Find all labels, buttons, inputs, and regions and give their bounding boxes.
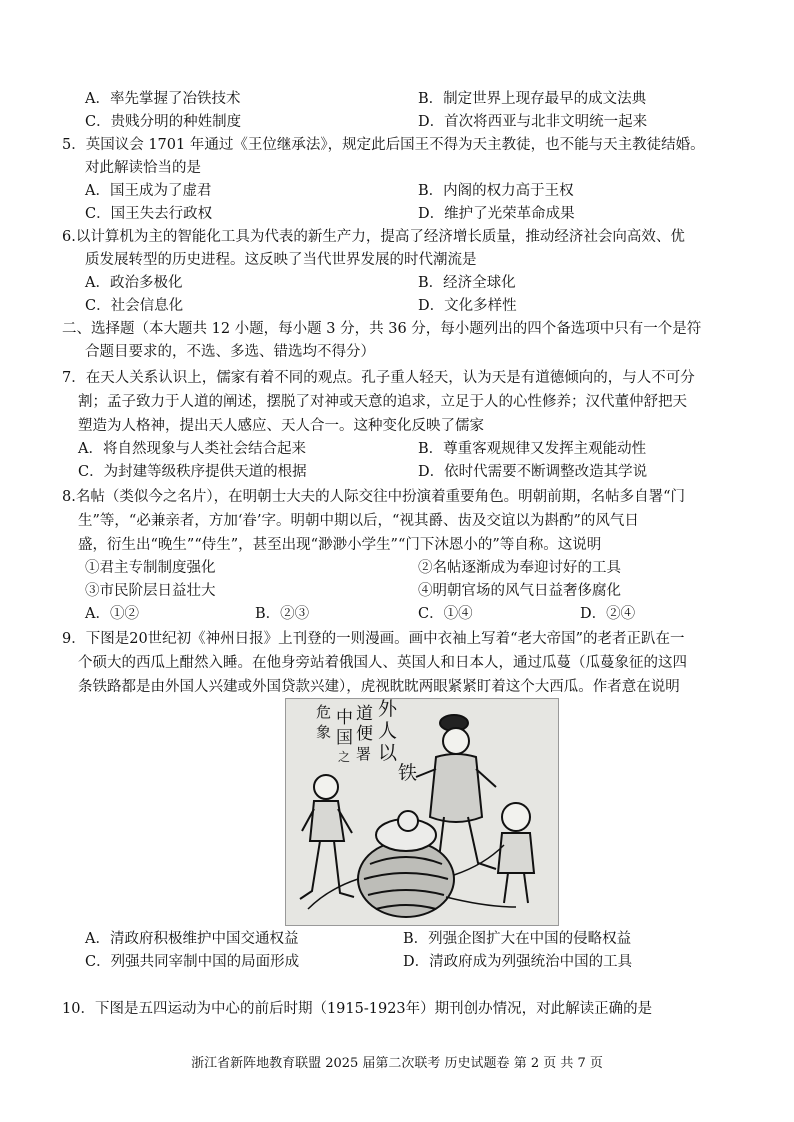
q8-option-c: C．①④ — [418, 606, 473, 622]
q4-option-a: A．率先掌握了冶铁技术 — [85, 91, 241, 107]
q4-option-b: B．制定世界上现存最早的成文法典 — [418, 91, 647, 107]
q5-stem-line1: 5．英国议会 1701 年通过《王位继承法》，规定此后国王不得为天主教徒，也不能与天主教徒结婚。 — [62, 137, 705, 153]
q5-option-d: D．维护了光荣革命成果 — [418, 206, 575, 222]
q6-stem-line1: 6.以计算机为主的智能化工具为代表的新生产力，提高了经济增长质量，推动经济社会向高效、优 — [62, 229, 685, 245]
q6-option-d: D．文化多样性 — [418, 298, 517, 314]
q8-stem-line2: 生”等，“必兼亲者，方加‘眷’字。明朝中期以后，“视其爵、齿及交谊以为斟酌”的风气日 — [78, 513, 639, 529]
q9-option-a: A．清政府积极维护中国交通权益 — [85, 931, 299, 947]
q6-option-c: C．社会信息化 — [85, 298, 184, 314]
cartoon-caption-char: 署 — [356, 745, 372, 763]
q5-stem-line2: 对此解读恰当的是 — [85, 160, 201, 176]
q8-statement-1: ①君主专制制度强化 — [85, 560, 216, 576]
q7-option-a: A．将自然现象与人类社会结合起来 — [78, 441, 306, 457]
q8-statement-2: ②名帖逐渐成为奉迎讨好的工具 — [418, 560, 621, 576]
section2-heading-line1: 二、选择题（本大题共 12 小题，每小题 3 分，共 36 分，每小题列出的四个备选项中只有一个是符 — [62, 321, 702, 337]
cartoon-caption-char: 人 — [378, 720, 398, 742]
cartoon-caption-char: 道 — [356, 704, 373, 724]
q6-stem-line2: 质发展转型的历史进程。这反映了当代世界发展的时代潮流是 — [85, 252, 477, 268]
q9-stem-line2: 个硕大的西瓜上酣然入睡。在他身旁站着俄国人、英国人和日本人，通过瓜蔓（瓜蔓象征的这四 — [78, 655, 687, 671]
q8-stem-line3: 盛，衍生出“晚生”“侍生”，甚至出现“渺渺小学生”“门下沐恩小的”等自称。这说明 — [78, 537, 602, 553]
q8-statement-3: ③市民阶层日益壮大 — [85, 583, 216, 599]
q7-stem-line2: 割；孟子致力于人道的阐述，摆脱了对神或天意的追求，立足于人的心性修养；汉代董仲舒把天 — [78, 394, 687, 410]
q9-stem-line1: 9．下图是20世纪初《神州日报》上刊登的一则漫画。画中衣袖上写着“老大帝国”的老者正趴在一 — [62, 631, 685, 647]
political-cartoon-image — [285, 698, 559, 926]
q7-option-d: D．依时代需要不断调整改造其学说 — [418, 464, 648, 480]
q9-stem-line3: 条铁路都是由外国人兴建或外国贷款兴建），虎视眈眈两眼紧紧盯着这个大西瓜。作者意在说明 — [78, 679, 680, 695]
cartoon-drawing — [286, 699, 558, 925]
page-footer: 浙江省新阵地教育联盟 2025 届第二次联考 历史试题卷 第 2 页 共 7 页 — [191, 1056, 603, 1071]
cartoon-caption-char: 象 — [316, 723, 332, 741]
cartoon-caption-char: 中 — [336, 708, 353, 728]
q7-stem-line3: 塑造为人格神，提出天人感应、天人合一。这种变化反映了儒家 — [78, 418, 484, 434]
section2-heading-line2: 合题目要求的，不选、多选、错选均不得分） — [85, 344, 375, 360]
cartoon-caption-char: 铁 — [398, 762, 418, 784]
cartoon-caption-char: 国 — [336, 728, 353, 748]
q5-option-a: A．国王成为了虚君 — [85, 183, 212, 199]
q9-option-c: C．列强共同宰制中国的局面形成 — [85, 954, 300, 970]
q9-option-d: D．清政府成为列强统治中国的工具 — [403, 954, 633, 970]
cartoon-caption-char: 以 — [378, 742, 398, 764]
q7-option-b: B．尊重客观规律又发挥主观能动性 — [418, 441, 647, 457]
cartoon-caption-char: 危 — [316, 703, 332, 721]
q4-option-c: C．贵贱分明的种姓制度 — [85, 114, 242, 130]
q8-option-b: B．②③ — [255, 606, 310, 622]
q8-option-a: A．①② — [85, 606, 139, 622]
q5-option-b: B．内阁的权力高于王权 — [418, 183, 574, 199]
q10-stem-line1: 10．下图是五四运动为中心的前后时期（1915-1923年）期刊创办情况，对此解读正确的是 — [62, 1001, 653, 1017]
cartoon-caption-char: 外 — [378, 699, 398, 720]
q8-option-d: D．②④ — [580, 606, 636, 622]
q7-option-c: C．为封建等级秩序提供天道的根据 — [78, 464, 307, 480]
q6-option-b: B．经济全球化 — [418, 275, 516, 291]
cartoon-caption-char: 便 — [356, 724, 373, 744]
cartoon-caption-char: 之 — [338, 750, 351, 764]
q7-stem-line1: 7．在天人关系认识上，儒家有着不同的观点。孔子重人轻天，认为天是有道德倾向的，与人不可分 — [62, 370, 695, 386]
q8-statement-4: ④明朝官场的风气日益奢侈腐化 — [418, 583, 621, 599]
q5-option-c: C．国王失去行政权 — [85, 206, 213, 222]
q4-option-d: D．首次将西亚与北非文明统一起来 — [418, 114, 648, 130]
q6-option-a: A．政治多极化 — [85, 275, 183, 291]
q9-option-b: B．列强企图扩大在中国的侵略权益 — [403, 931, 632, 947]
q8-stem-line1: 8.名帖（类似今之名片），在明朝士大夫的人际交往中扮演着重要角色。明朝前期，名帖多自署“门 — [62, 489, 685, 505]
